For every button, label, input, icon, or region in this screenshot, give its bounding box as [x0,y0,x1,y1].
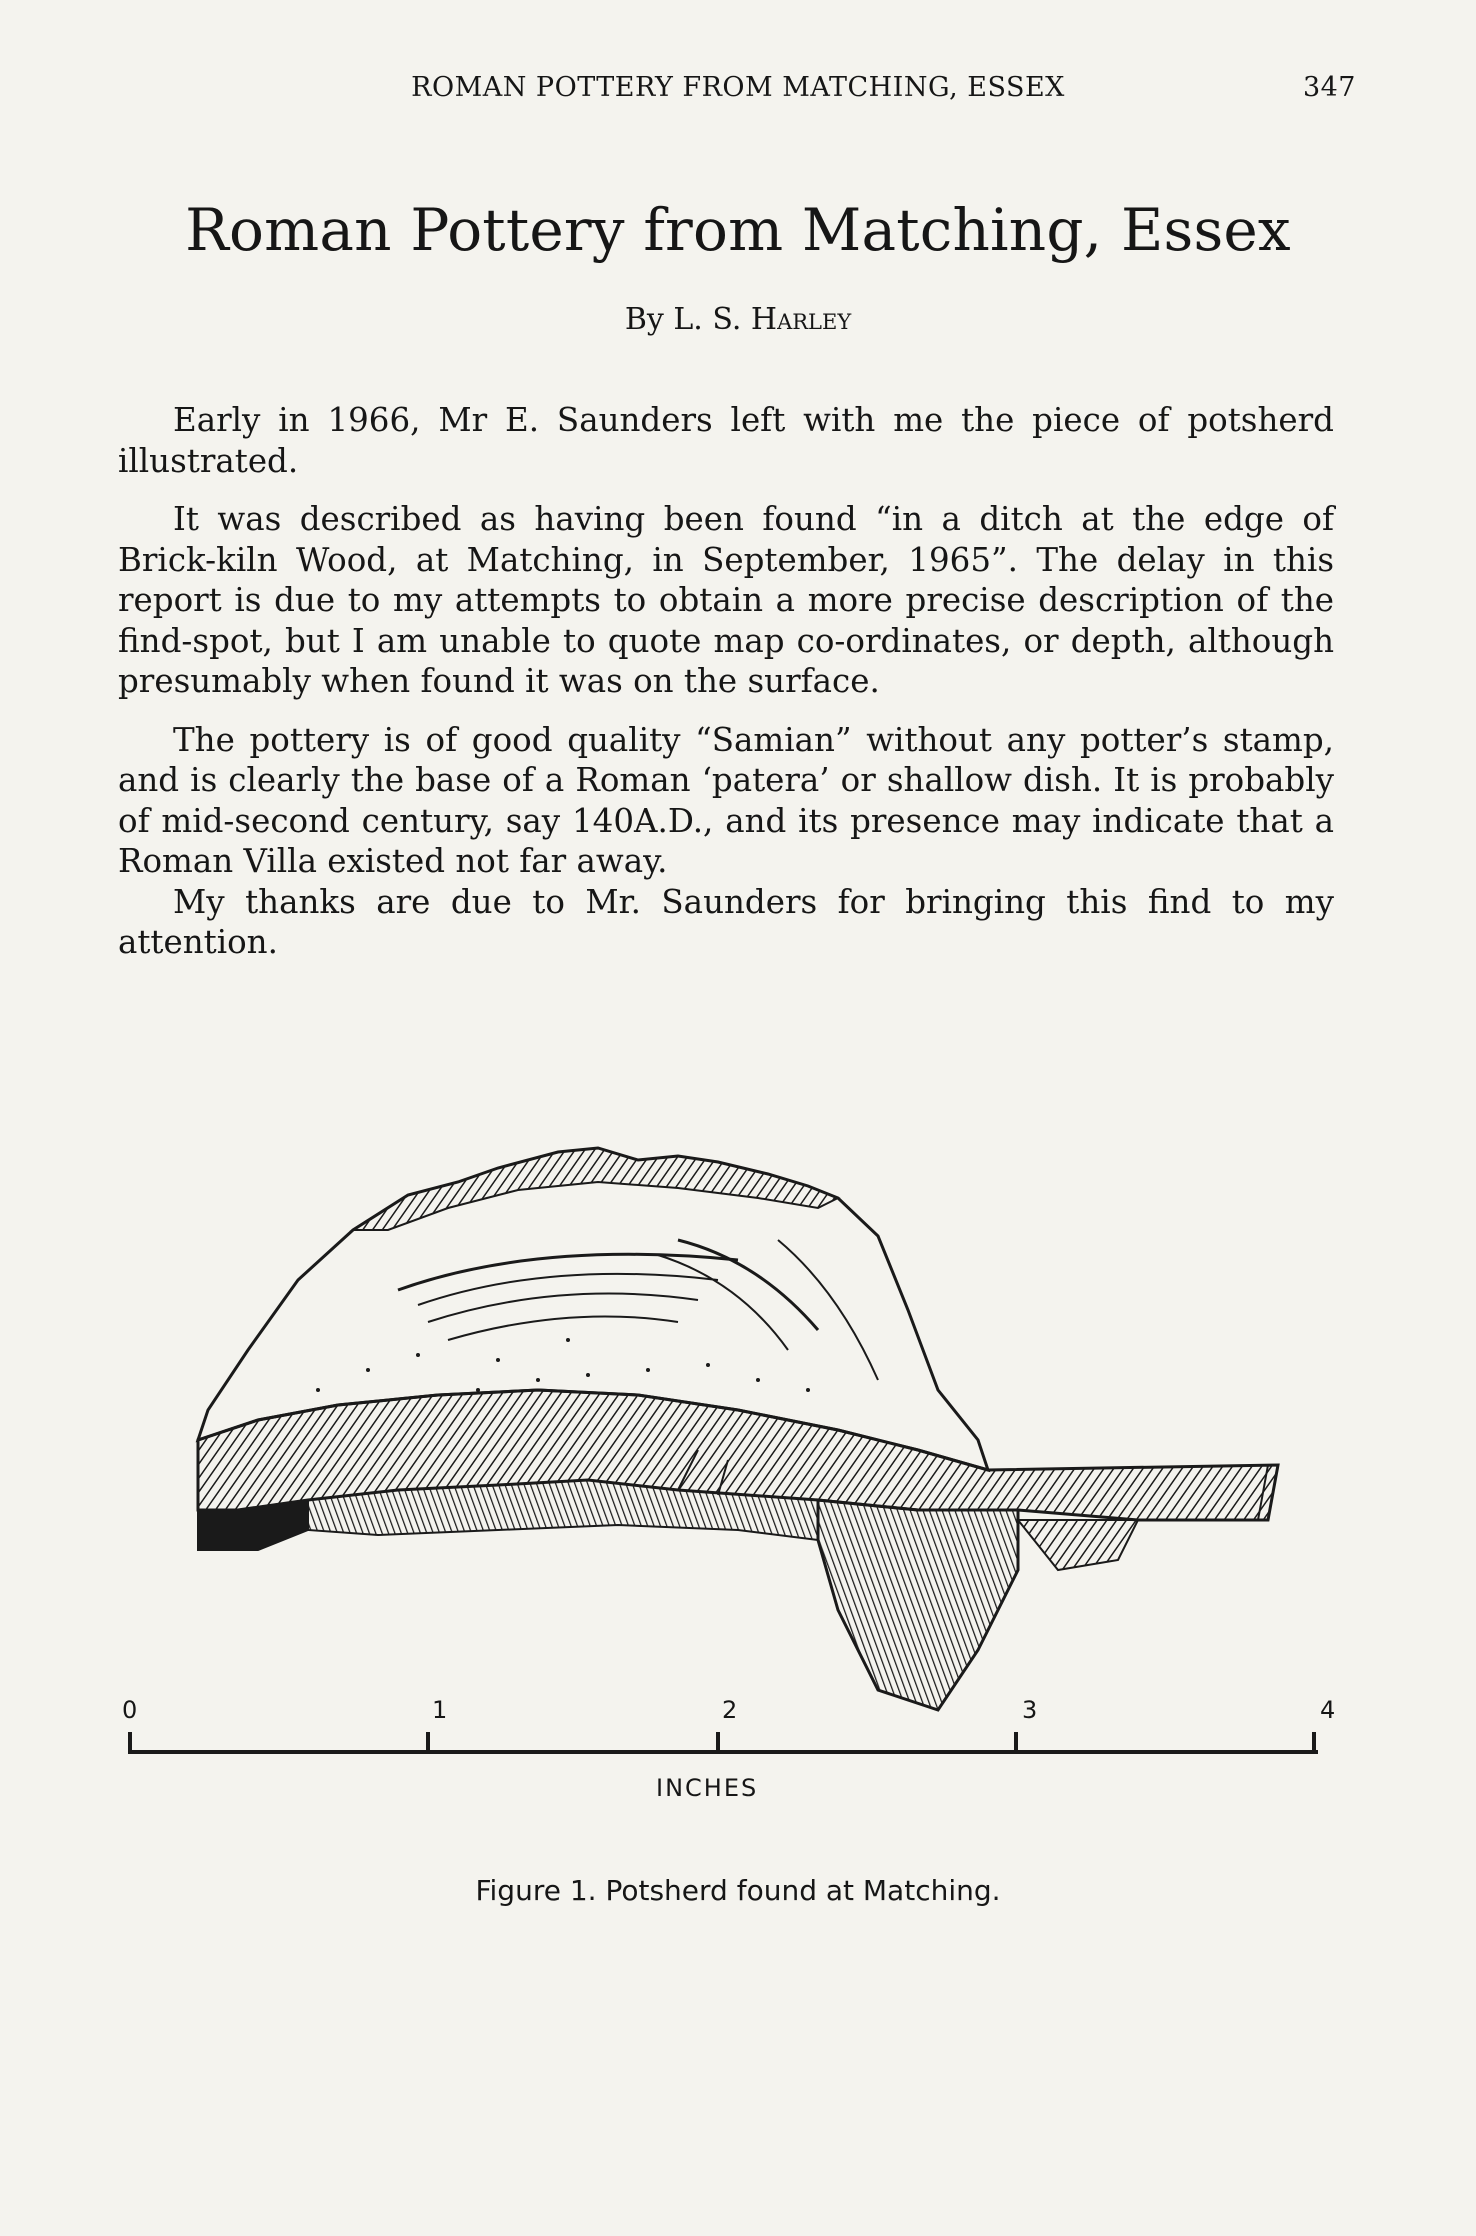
potsherd-drawing [118,1090,1358,1810]
potsherd-figure [118,1090,1358,1810]
scale-bar [128,1732,1318,1754]
byline-prefix: By L. S. [624,302,742,337]
paragraph-3: The pottery is of good quality “Samian” without any potter’s stamp, and is clearly the base of a Roman ‘patera’ or shallow dish. It is probably of mid-second century, say 140A.D., and its presence may indicate that a Roman Villa existed not far away. [118,720,1334,880]
sherd-foot-right [818,1500,1018,1710]
scale-tick-label-2: 2 [722,1696,738,1724]
paragraph-4: My thanks are due to Mr. Saunders for bringing this find to my attention. [118,882,1334,961]
scale-unit-label: INCHES [656,1774,759,1802]
scale-tick-label-1: 1 [432,1696,448,1724]
article-title: Roman Pottery from Matching, Essex [185,196,1291,264]
scale-tick-label-4: 4 [1320,1696,1336,1724]
page-number: 347 [1302,72,1356,103]
figure-caption: Figure 1. Potsherd found at Matching. [475,1874,1001,1907]
running-title: ROMAN POTTERY FROM MATCHING, ESSEX [411,72,1065,103]
paragraph-1: Early in 1966, Mr E. Saunders left with me the piece of potsherd illustrated. [118,401,1334,480]
article-body [118,400,1334,963]
byline [0,302,1476,337]
scale-tick-label-0: 0 [122,1696,138,1724]
byline-author: Harley [750,302,852,337]
paragraph-2: It was described as having been found “in a ditch at the edge of Brick-kiln Wood, at Matching, in September, 1965”. The delay in this report is due to my attempts to obtain a more precise description of the find-spot, but I am unable to quote map co-ordinates, or depth, although presumably when found it was on the surface. [118,500,1334,700]
scale-tick-label-3: 3 [1022,1696,1038,1724]
